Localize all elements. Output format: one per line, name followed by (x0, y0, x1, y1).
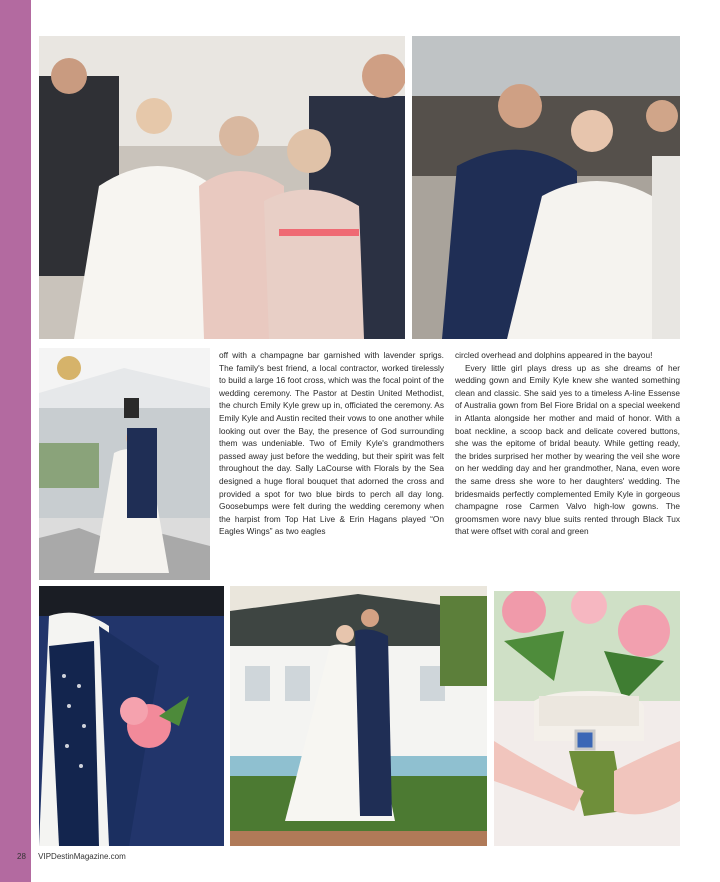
magazine-website: VIPDestinMagazine.com (38, 852, 126, 861)
bride-with-mother-and-grandmother-photo (39, 36, 405, 339)
bride-and-groom-toast-photo (412, 36, 680, 339)
couple-on-lawn-photo (230, 586, 487, 846)
article-column-1: off with a champagne bar garnished with lavender sprigs. The family's best friend, a local contractor, worked tirelessly to build a large 16 foot cross, which was the focal point of the wedding ceremony. The Pastor at Destin United Methodist, the church Emily Kyle grew up in, officiated the ceremony. As Emily Kyle and Austin recited their vows to one another while looking out over the Bay, the presence of God surrounding them was undeniable. Two of Emily Kyle's grandmothers passed away just before the wedding, but their spirit was felt throughout the day. Sally LaCourse with Florals by the Sea designed a huge floral bouquet that adorned the cross and provided a spot for two blue birds to perch all day long. Goosebumps were felt during the wedding ceremony when the harpist from Top Hat Live & Erin Hagans played “On Eagles Wings” as two eagles (219, 350, 444, 537)
page-footer (17, 852, 126, 861)
side-stripe (0, 0, 31, 882)
groom-boutonniere-photo (39, 586, 224, 846)
bouquet-with-locket-photo (494, 591, 680, 846)
article-column-2 (455, 349, 680, 538)
page-number: 28 (17, 852, 26, 861)
tent-reception-bride-photo (39, 348, 210, 580)
article-column-2-lead: circled overhead and dolphins appeared in the bayou! (455, 350, 653, 360)
article-column-2-body: Every little girl plays dress up as she dreams of her wedding gown and Emily Kyle knew she wanted something clean and classic. She said yes to a timeless A-line Essense of Australia gown from Bel Fiore Bridal on a special weekend in Atlanta alongside her mother and maid of honor. With a boat neckline, a scoop back and delicate covered buttons, she was the epitome of bridal beauty. While getting ready, the brides surprised her mother by wearing the veil she wore on her wedding day and her grandmother, Nana, even wore the same dress she wore to her daughters' wedding. The bridesmaids perfectly complemented Emily Kyle in gorgeous champagne rose Carmen Valvo high-low gowns. The groomsmen wore navy blue suits rented through Black Tux that were offset with coral and green (455, 362, 680, 537)
